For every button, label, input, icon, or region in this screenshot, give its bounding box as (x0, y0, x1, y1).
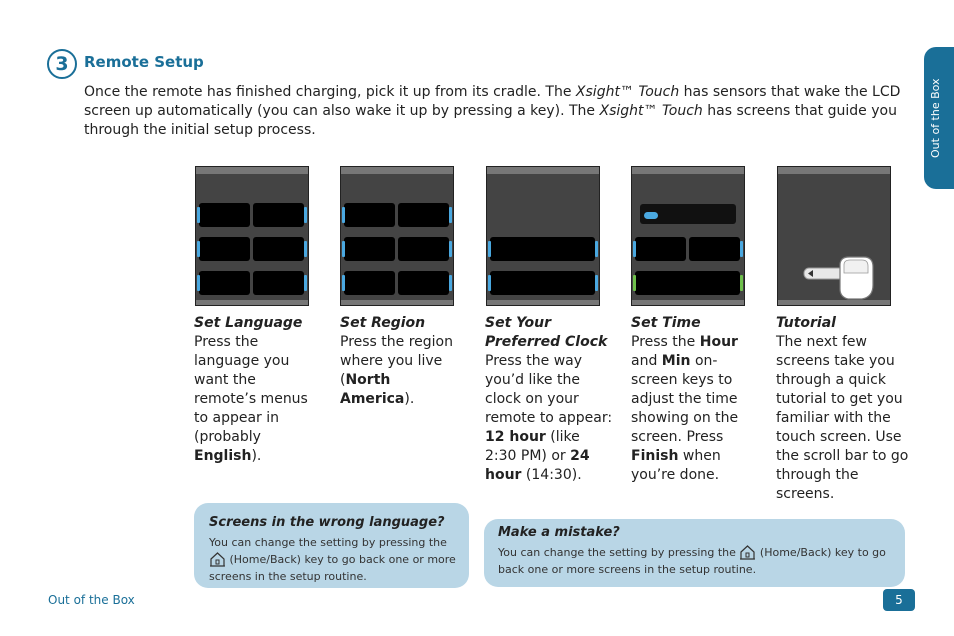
intro-paragraph: Once the remote has finished charging, pick it up from its cradle. The Xsight™ Touch has sensors that wake the LCD screen up automatically (you can also wake it up by pressing a key). The Xsight™ Touch has screens that guide you through the initial setup process. (84, 84, 901, 138)
finger-scroll-icon (778, 167, 890, 305)
step-set-region: Set Region Press the region where you live (North America). (340, 314, 462, 409)
set-clock-screen (486, 166, 600, 306)
note-title: Make a mistake? (498, 525, 620, 540)
section-side-tab (924, 47, 954, 189)
note-body: You can change the setting by pressing the (Home/Back) key to go back one or more screens in the setup routine. (209, 536, 456, 583)
set-language-screen (195, 166, 309, 306)
step-heading: Set Language (194, 315, 303, 331)
section-title: Remote Setup (84, 53, 204, 71)
step-tutorial: Tutorial The next few screens take you through a quick tutorial to get you familiar with the touch screen. Use the scroll bar to go through the screens. (776, 315, 909, 502)
note-body: You can change the setting by pressing the (Home/Back) key to go back one or more screens in the setup routine. (498, 546, 886, 576)
step-heading: Tutorial (776, 315, 836, 331)
step-set-time: Set Time Press the Hour and Min on-screen keys to adjust the time showing on the screen. Press Finish when you’re done. (631, 314, 753, 485)
step-heading: Set Your (485, 315, 551, 331)
side-tab-label: Out of the Box (929, 78, 942, 158)
step-set-language: Set Language Press the language you want the remote’s menus to appear in (probably English). (194, 314, 316, 466)
step-set-clock: Set Your Preferred Clock Press the way you’d like the clock on your remote to appear: 12 hour (like 2:30 PM) or 24 hour (14:30). (485, 314, 615, 485)
step-number-badge: 3 (47, 49, 77, 79)
step-heading: Preferred Clock (485, 334, 608, 350)
home-back-key-icon (739, 544, 756, 560)
step-heading: Set Region (340, 315, 426, 331)
brand-name: Xsight™ Touch (575, 84, 680, 100)
set-region-screen (340, 166, 454, 306)
note-wrong-language (194, 503, 469, 588)
footer-section-label: Out of the Box (48, 593, 135, 607)
step-heading: Set Time (631, 315, 701, 331)
note-title: Screens in the wrong language? (209, 515, 445, 530)
home-back-key-icon (209, 551, 226, 567)
tutorial-screen (777, 166, 891, 306)
brand-name: Xsight™ Touch (599, 103, 703, 119)
set-time-screen (631, 166, 745, 306)
page-number: 5 (883, 589, 915, 611)
note-mistake (484, 519, 905, 587)
